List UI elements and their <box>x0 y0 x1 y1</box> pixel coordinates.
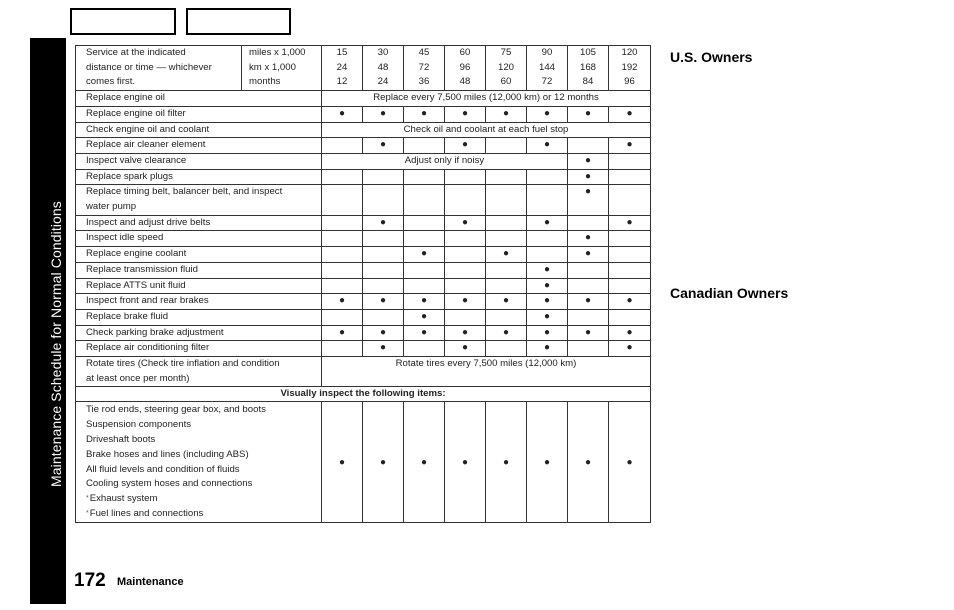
item-label-line: Replace air conditioning filter <box>86 342 210 354</box>
empty-cell <box>322 247 363 263</box>
empty-cell <box>609 247 651 263</box>
table-row <box>76 231 651 247</box>
empty-cell <box>322 215 363 231</box>
table-row <box>76 262 651 278</box>
empty-cell <box>322 231 363 247</box>
empty-cell <box>568 262 609 278</box>
empty-cell <box>363 309 404 325</box>
service-dot: ● <box>322 106 363 122</box>
empty-cell <box>363 278 404 294</box>
maintenance-schedule-table <box>75 45 651 523</box>
empty-cell <box>527 231 568 247</box>
item-label-line: Replace spark plugs <box>86 170 173 182</box>
interval-value: 15 <box>322 46 363 61</box>
empty-cell <box>568 215 609 231</box>
service-dot: ● <box>527 402 568 522</box>
service-dot: ● <box>404 309 445 325</box>
table-row <box>76 215 651 231</box>
table-row <box>76 341 651 357</box>
item-label <box>76 294 322 310</box>
item-label-line: at least once per month) <box>86 372 190 384</box>
service-dot: ● <box>568 402 609 522</box>
empty-cell <box>404 138 445 154</box>
service-dot: ● <box>568 169 609 185</box>
service-dot: ● <box>568 247 609 263</box>
table-row <box>76 325 651 341</box>
item-label <box>76 106 322 122</box>
service-dot: ● <box>527 325 568 341</box>
interval-value: 75 <box>486 46 527 61</box>
empty-cell <box>322 138 363 154</box>
item-label-line: Inspect and adjust drive belts <box>86 216 211 228</box>
item-label <box>76 247 322 263</box>
empty-cell <box>527 247 568 263</box>
table-row <box>76 91 651 107</box>
side-title: Maintenance Schedule for Normal Conditions <box>48 201 64 487</box>
inspection-item <box>86 418 321 433</box>
us-owners-heading: U.S. Owners <box>670 49 753 65</box>
empty-cell <box>486 138 527 154</box>
inspection-item <box>86 507 321 522</box>
empty-cell <box>445 262 486 278</box>
empty-cell <box>609 278 651 294</box>
item-label <box>76 185 322 215</box>
interval-value: 144 <box>527 61 568 76</box>
service-dot: ● <box>445 215 486 231</box>
service-dot: ● <box>363 325 404 341</box>
item-label-line: Replace engine oil <box>86 92 165 104</box>
item-label-line: Check parking brake adjustment <box>86 326 224 338</box>
empty-cell <box>363 231 404 247</box>
inspection-item-text: Cooling system hoses and connections <box>86 478 253 490</box>
table-row <box>76 357 651 387</box>
service-dot: ● <box>486 247 527 263</box>
service-dot: ● <box>568 106 609 122</box>
service-dot: ● <box>609 341 651 357</box>
empty-cell <box>609 309 651 325</box>
service-dot: ● <box>609 215 651 231</box>
interval-value: 168 <box>568 61 609 76</box>
empty-cell <box>322 309 363 325</box>
empty-cell <box>486 278 527 294</box>
header-tab-box-1 <box>70 8 176 35</box>
service-dot: ● <box>486 294 527 310</box>
inspection-item <box>86 463 321 478</box>
service-dot: ● <box>445 325 486 341</box>
item-label-line: Inspect idle speed <box>86 232 164 244</box>
footnote-mark: * <box>86 510 89 518</box>
interval-value: 120 <box>486 61 527 76</box>
empty-cell <box>609 185 651 215</box>
service-dot: ● <box>445 341 486 357</box>
service-dot: ● <box>527 215 568 231</box>
interval-value: 60 <box>486 75 527 90</box>
service-dot: ● <box>568 294 609 310</box>
empty-cell <box>486 169 527 185</box>
item-label-line: Replace timing belt, balancer belt, and inspect <box>86 186 283 198</box>
interval-value: 48 <box>363 61 404 76</box>
service-dot: ● <box>527 106 568 122</box>
interval-value: 192 <box>609 61 651 76</box>
service-dot: ● <box>363 294 404 310</box>
interval-value: 45 <box>404 46 445 61</box>
inspection-item-text: Suspension components <box>86 419 192 431</box>
empty-cell <box>445 247 486 263</box>
empty-cell <box>404 262 445 278</box>
empty-cell <box>322 169 363 185</box>
inspection-item-text: Driveshaft boots <box>86 434 156 446</box>
empty-cell <box>609 169 651 185</box>
service-dot: ● <box>486 106 527 122</box>
inspection-item <box>86 492 321 507</box>
inspection-item <box>86 448 321 463</box>
empty-cell <box>527 169 568 185</box>
item-label <box>76 153 322 169</box>
service-dot: ● <box>527 309 568 325</box>
service-dot: ● <box>609 106 651 122</box>
service-dot: ● <box>404 402 445 522</box>
inspection-item-text: Tie rod ends, steering gear box, and boots <box>86 404 266 416</box>
service-dot: ● <box>568 325 609 341</box>
header-row <box>76 75 651 90</box>
item-label-line: Inspect front and rear brakes <box>86 295 209 307</box>
item-label-line: Check engine oil and coolant <box>86 123 210 135</box>
empty-cell <box>404 341 445 357</box>
item-label <box>76 357 322 387</box>
service-dot: ● <box>363 106 404 122</box>
header-row <box>76 61 651 76</box>
item-label-line: Rotate tires (Check tire inflation and condition <box>86 358 280 370</box>
footer-section: Maintenance <box>117 576 184 588</box>
empty-cell <box>486 231 527 247</box>
visual-inspection-row <box>76 402 651 522</box>
interval-value: 72 <box>527 75 568 90</box>
interval-note: Adjust only if noisy <box>322 153 568 169</box>
table-row <box>76 169 651 185</box>
service-dot: ● <box>445 294 486 310</box>
interval-note: Rotate tires every 7,500 miles (12,000 km) <box>322 357 651 387</box>
service-dot: ● <box>363 341 404 357</box>
inspection-item-text: All fluid levels and condition of fluids <box>86 463 240 475</box>
service-dot: ● <box>527 294 568 310</box>
empty-cell <box>404 185 445 215</box>
canadian-owners-heading: Canadian Owners <box>670 285 789 301</box>
item-label-line: Replace brake fluid <box>86 310 169 322</box>
service-dot: ● <box>322 325 363 341</box>
table-row <box>76 153 651 169</box>
item-label <box>76 122 322 138</box>
item-label <box>76 341 322 357</box>
service-dot: ● <box>404 247 445 263</box>
service-dot: ● <box>568 185 609 215</box>
item-label <box>76 91 322 107</box>
empty-cell <box>486 215 527 231</box>
interval-value: 90 <box>527 46 568 61</box>
service-dot: ● <box>527 278 568 294</box>
service-dot: ● <box>445 138 486 154</box>
empty-cell <box>322 185 363 215</box>
table-row <box>76 278 651 294</box>
empty-cell <box>363 169 404 185</box>
table-row <box>76 138 651 154</box>
interval-value: 36 <box>404 75 445 90</box>
inspection-item <box>86 477 321 492</box>
interval-value: 96 <box>609 75 651 90</box>
interval-value: 24 <box>363 75 404 90</box>
interval-note: Replace every 7,500 miles (12,000 km) or 12 months <box>322 91 651 107</box>
empty-cell <box>322 278 363 294</box>
interval-value: 84 <box>568 75 609 90</box>
service-label: distance or time — whichever <box>76 61 242 76</box>
item-label-line: Replace ATTS unit fluid <box>86 279 186 291</box>
empty-cell <box>445 169 486 185</box>
table-row <box>76 294 651 310</box>
empty-cell <box>527 185 568 215</box>
inspection-item-text: Brake hoses and lines (including ABS) <box>86 448 249 460</box>
interval-value: 120 <box>609 46 651 61</box>
item-label-line: Replace engine oil filter <box>86 107 186 119</box>
interval-note: Check oil and coolant at each fuel stop <box>322 122 651 138</box>
service-dot: ● <box>568 153 609 169</box>
footnote-mark: * <box>86 495 89 503</box>
service-dot: ● <box>445 106 486 122</box>
unit-label: months <box>242 75 322 90</box>
item-label-line: water pump <box>86 201 137 213</box>
visual-inspection-heading: Visually inspect the following items: <box>76 387 651 402</box>
interval-value: 12 <box>322 75 363 90</box>
interval-value: 96 <box>445 61 486 76</box>
empty-cell <box>568 341 609 357</box>
item-label <box>76 262 322 278</box>
visual-inspection-heading-row <box>76 387 651 402</box>
service-dot: ● <box>527 341 568 357</box>
interval-value: 30 <box>363 46 404 61</box>
item-label <box>76 215 322 231</box>
empty-cell <box>322 341 363 357</box>
service-dot: ● <box>609 138 651 154</box>
empty-cell <box>445 278 486 294</box>
empty-cell <box>404 215 445 231</box>
service-dot: ● <box>527 138 568 154</box>
empty-cell <box>568 309 609 325</box>
table-row <box>76 106 651 122</box>
empty-cell <box>445 231 486 247</box>
empty-cell <box>445 309 486 325</box>
table-row <box>76 185 651 215</box>
empty-cell <box>568 278 609 294</box>
table-row <box>76 309 651 325</box>
service-label: Service at the indicated <box>76 46 242 61</box>
service-dot: ● <box>486 402 527 522</box>
header-tab-box-2 <box>186 8 291 35</box>
table-row <box>76 247 651 263</box>
header-row <box>76 46 651 61</box>
service-dot: ● <box>322 402 363 522</box>
empty-cell <box>445 185 486 215</box>
item-label <box>76 138 322 154</box>
service-dot: ● <box>363 215 404 231</box>
service-dot: ● <box>404 325 445 341</box>
service-dot: ● <box>404 106 445 122</box>
service-dot: ● <box>445 402 486 522</box>
empty-cell <box>363 247 404 263</box>
empty-cell <box>404 231 445 247</box>
item-label <box>76 325 322 341</box>
empty-cell <box>486 185 527 215</box>
service-dot: ● <box>363 402 404 522</box>
empty-cell <box>363 262 404 278</box>
interval-value: 72 <box>404 61 445 76</box>
item-label-line: Replace transmission fluid <box>86 263 198 275</box>
item-label <box>76 309 322 325</box>
item-label <box>76 278 322 294</box>
service-dot: ● <box>568 231 609 247</box>
empty-cell <box>609 231 651 247</box>
unit-label: km x 1,000 <box>242 61 322 76</box>
empty-cell <box>363 185 404 215</box>
page-number: 172 <box>74 570 106 591</box>
service-dot: ● <box>363 138 404 154</box>
service-dot: ● <box>609 402 651 522</box>
empty-cell <box>404 169 445 185</box>
service-dot: ● <box>609 294 651 310</box>
inspection-item-text: Exhaust system <box>89 493 158 505</box>
empty-cell <box>322 262 363 278</box>
interval-value: 48 <box>445 75 486 90</box>
interval-value: 60 <box>445 46 486 61</box>
empty-cell <box>568 138 609 154</box>
item-label-line: Inspect valve clearance <box>86 154 187 166</box>
service-dot: ● <box>322 294 363 310</box>
empty-cell <box>609 153 651 169</box>
interval-value: 105 <box>568 46 609 61</box>
inspection-item <box>86 433 321 448</box>
item-label-line: Replace air cleaner element <box>86 139 206 151</box>
service-dot: ● <box>609 325 651 341</box>
inspection-item <box>86 403 321 418</box>
inspection-item-text: Fuel lines and connections <box>89 508 204 520</box>
item-label-line: Replace engine coolant <box>86 248 187 260</box>
table-row <box>76 122 651 138</box>
empty-cell <box>486 262 527 278</box>
visual-inspection-list <box>76 402 322 522</box>
empty-cell <box>609 262 651 278</box>
item-label <box>76 231 322 247</box>
empty-cell <box>486 309 527 325</box>
service-dot: ● <box>486 325 527 341</box>
empty-cell <box>486 341 527 357</box>
unit-label: miles x 1,000 <box>242 46 322 61</box>
service-dot: ● <box>404 294 445 310</box>
empty-cell <box>404 278 445 294</box>
service-dot: ● <box>527 262 568 278</box>
interval-value: 24 <box>322 61 363 76</box>
service-label: comes first. <box>76 75 242 90</box>
item-label <box>76 169 322 185</box>
